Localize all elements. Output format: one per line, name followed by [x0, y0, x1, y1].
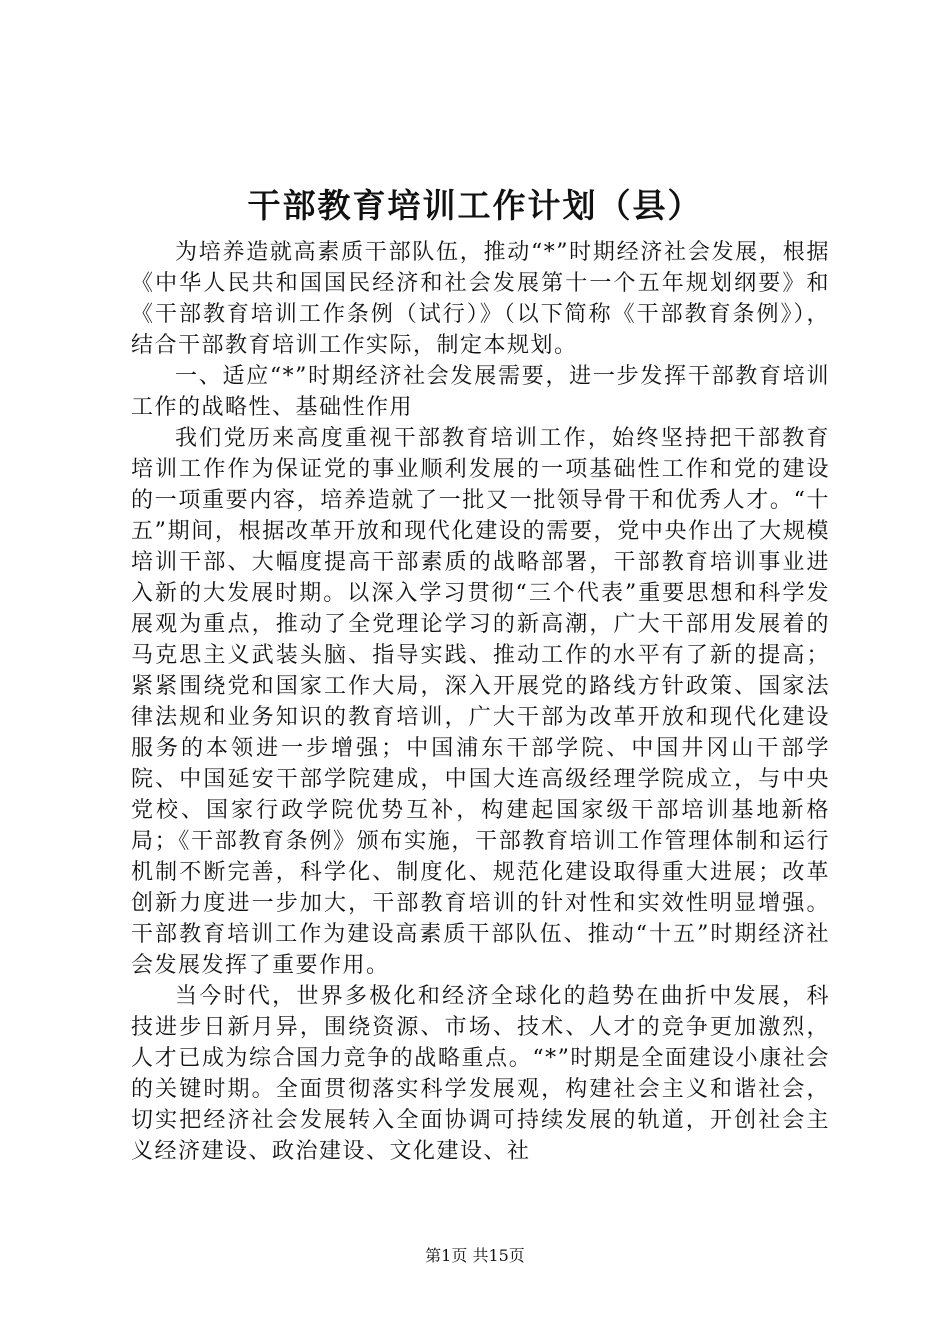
- document-body: [131, 237, 830, 1167]
- section-heading-1: 一、适应“*”时期经济社会发展需要，进一步发挥干部教育培训工作的战略性、基础性作用: [131, 364, 830, 420]
- page-footer: 第1页 共15页: [425, 1246, 525, 1265]
- paragraph-achievements: 我们党历来高度重视干部教育培训工作，始终坚持把干部教育培训工作作为保证党的事业顺利发展的一项基础性工作和党的建设的一项重要内容，培养造就了一批又一批领导骨干和优秀人才。“十五”期间，根据改革开放和现代化建设的需要，党中央作出了大规模培训干部、大幅度提高干部素质的战略部署，干部教育培训事业进入新的大发展时期。以深入学习贯彻“三个代表”重要思想和科学发展观为重点，推动了全党理论学习的新高潮，广大干部用发展着的马克思主义武装头脑、指导实践、推动工作的水平有了新的提高；紧紧围绕党和国家工作大局，深入开展党的路线方针政策、国家法律法规和业务知识的教育培训，广大干部为改革开放和现代化建设服务的本领进一步增强；中国浦东干部学院、中国井冈山干部学院、中国延安干部学院建成，中国大连高级经理学院成立，与中央党校、国家行政学院优势互补，构建起国家级干部培训基地新格局；《干部教育条例》颁布实施，干部教育培训工作管理体制和运行机制不断完善，科学化、制度化、规范化建设取得重大进展；改革创新力度进一步加大，干部教育培训的针对性和实效性明显增强。干部教育培训工作为建设高素质干部队伍、推动“十五”时期经济社会发展发挥了重要作用。: [131, 426, 830, 978]
- paragraph-current-era: 当今时代，世界多极化和经济全球化的趋势在曲折中发展，科技进步日新月异，围绕资源、市场、技术、人才的竞争更加激烈，人才已成为综合国力竞争的战略重点。“*”时期是全面建设小康社会的关键时期。全面贯彻落实科学发展观，构建社会主义和谐社会，切实把经济社会发展转入全面协调可持续发展的轨道，开创社会主义经济建设、政治建设、文化建设、社: [131, 984, 830, 1164]
- document-title: 干部教育培训工作计划（县）: [247, 186, 703, 225]
- paragraph-intro: 为培养造就高素质干部队伍，推动“*”时期经济社会发展，根据《中华人民共和国国民经济和社会发展第十一个五年规划纲要》和《干部教育培训工作条例（试行）》（以下简称《干部教育条例》），结合干部教育培训工作实际，制定本规划。: [131, 240, 830, 358]
